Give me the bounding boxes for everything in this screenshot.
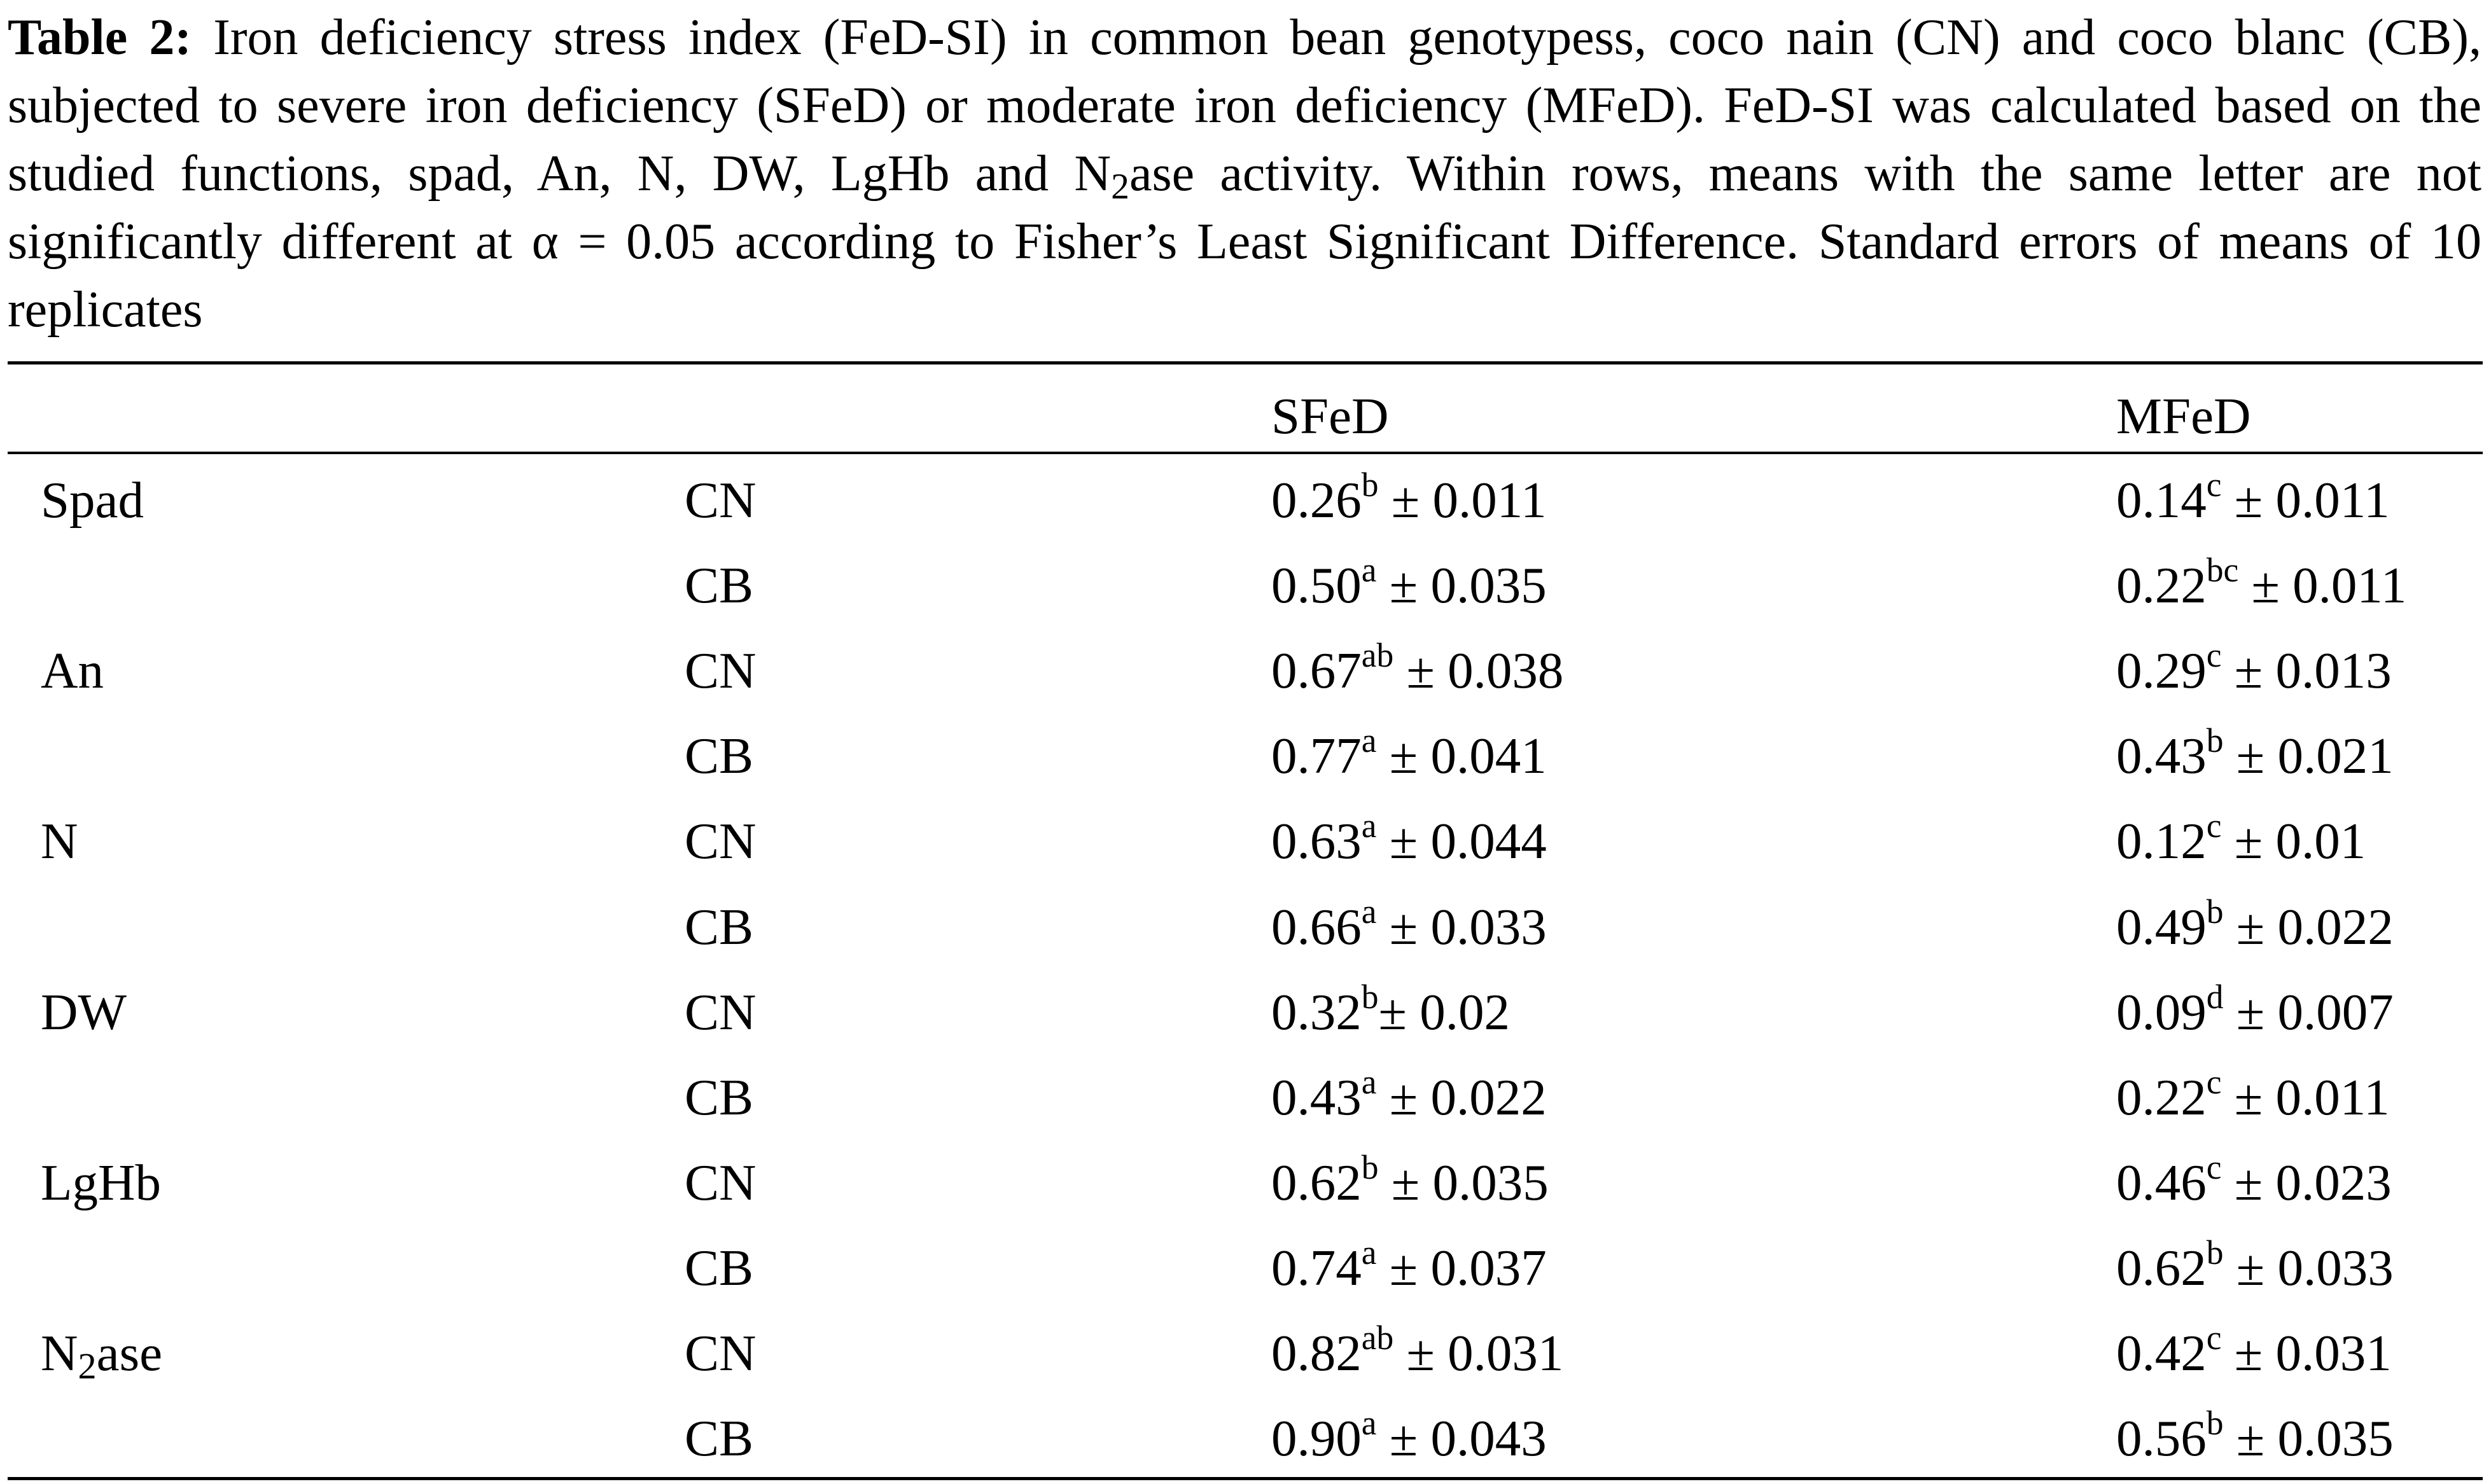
table-cell-sfed (1271, 1148, 1549, 1214)
table-cell-function (41, 980, 127, 1044)
mfed-significance-letter: c (2206, 1148, 2222, 1186)
table-cell-mfed (2116, 892, 2394, 959)
mfed-significance-letter: c (2206, 465, 2222, 504)
sfed-mean: 0.82 (1271, 1324, 1362, 1382)
function-name: Spad (41, 471, 144, 529)
table-bottom-rule (8, 1477, 2483, 1480)
table-header-rule (8, 452, 2483, 454)
sfed-mean: 0.63 (1271, 812, 1362, 870)
mfed-mean: 0.49 (2116, 898, 2207, 955)
sfed-standard-error: ± 0.011 (1378, 471, 1547, 529)
mfed-mean: 0.29 (2116, 642, 2207, 699)
sfed-significance-letter: a (1361, 721, 1377, 759)
table-cell-sfed (1271, 1233, 1547, 1300)
table-cell-mfed (2116, 465, 2390, 532)
table-cell-sfed (1271, 806, 1547, 873)
mfed-standard-error: ± 0.033 (2223, 1239, 2394, 1296)
mfed-significance-letter: b (2206, 892, 2224, 931)
table-cell-mfed (2116, 1233, 2394, 1300)
table-cell-mfed (2116, 977, 2394, 1044)
mfed-standard-error: ± 0.031 (2221, 1324, 2392, 1382)
table-cell-genotype: CN (685, 1154, 757, 1211)
sfed-standard-error: ± 0.044 (1376, 812, 1547, 870)
mfed-standard-error: ± 0.011 (2238, 557, 2407, 614)
sfed-significance-letter: b (1361, 1148, 1379, 1186)
table-cell-genotype: CN (685, 642, 757, 699)
mfed-mean: 0.42 (2116, 1324, 2207, 1382)
mfed-significance-letter: bc (2206, 550, 2239, 589)
function-name: LgHb (41, 1154, 161, 1211)
sfed-standard-error: ± 0.022 (1376, 1069, 1547, 1126)
sfed-standard-error: ± 0.041 (1376, 727, 1547, 784)
sfed-standard-error: ± 0.038 (1393, 642, 1564, 699)
sfed-mean: 0.67 (1271, 642, 1362, 699)
sfed-mean: 0.74 (1271, 1239, 1362, 1296)
sfed-standard-error: ± 0.031 (1393, 1324, 1564, 1382)
mfed-standard-error: ± 0.035 (2223, 1410, 2394, 1467)
mfed-significance-letter: c (2206, 1062, 2222, 1101)
mfed-significance-letter: b (2206, 721, 2224, 759)
column-header-sfed: SFeD (1271, 387, 1389, 445)
sfed-significance-letter: ab (1361, 635, 1394, 674)
sfed-significance-letter: a (1361, 1062, 1377, 1101)
caption-text-part1: Iron deficiency stress index (FeD-SI) in common bean genotypess, coco nain (CN) and coco blanc (CB), subjected to severe iron deficiency (SFeD) or moderate iron deficiency (MFeD). FeD-SI was calculated based on the studied functions, spad, An, N, DW, LgHb and N (8, 10, 2481, 202)
mfed-mean: 0.14 (2116, 471, 2207, 529)
sfed-mean: 0.43 (1271, 1069, 1362, 1126)
sfed-significance-letter: ab (1361, 1318, 1394, 1357)
mfed-standard-error: ± 0.011 (2221, 471, 2390, 529)
table-cell-mfed (2116, 550, 2407, 617)
mfed-standard-error: ± 0.013 (2221, 642, 2392, 699)
mfed-significance-letter: d (2206, 977, 2224, 1016)
table-cell-genotype: CB (685, 1239, 754, 1296)
caption-label: Table 2: (8, 10, 192, 66)
table-cell-genotype: CN (685, 812, 757, 870)
mfed-mean: 0.22 (2116, 1069, 2207, 1126)
table-cell-function (41, 1321, 162, 1385)
table-top-rule (8, 361, 2483, 364)
table-cell-mfed (2116, 1148, 2392, 1214)
mfed-standard-error: ± 0.011 (2221, 1069, 2390, 1126)
table-cell-sfed (1271, 1062, 1547, 1129)
sfed-mean: 0.90 (1271, 1410, 1362, 1467)
function-name: DW (41, 983, 127, 1041)
sfed-significance-letter: a (1361, 806, 1377, 845)
mfed-mean: 0.46 (2116, 1154, 2207, 1211)
mfed-significance-letter: b (2206, 1233, 2224, 1272)
sfed-mean: 0.62 (1271, 1154, 1362, 1211)
table-cell-genotype: CB (685, 557, 754, 614)
sfed-mean: 0.32 (1271, 983, 1362, 1041)
mfed-mean: 0.12 (2116, 812, 2207, 870)
function-subscript: 2 (78, 1345, 97, 1387)
sfed-mean: 0.26 (1271, 471, 1362, 529)
table-caption (8, 4, 2481, 344)
sfed-standard-error: ± 0.043 (1376, 1410, 1547, 1467)
sfed-standard-error: ± 0.033 (1376, 898, 1547, 955)
table-cell-sfed (1271, 550, 1547, 617)
mfed-significance-letter: b (2206, 1403, 2224, 1442)
sfed-standard-error: ± 0.035 (1376, 557, 1547, 614)
mfed-mean: 0.43 (2116, 727, 2207, 784)
mfed-significance-letter: c (2206, 635, 2222, 674)
table-cell-sfed (1271, 721, 1547, 787)
table-cell-mfed (2116, 1318, 2392, 1385)
table-cell-function (41, 639, 104, 702)
sfed-significance-letter: b (1361, 465, 1379, 504)
mfed-mean: 0.62 (2116, 1239, 2207, 1296)
table-cell-sfed (1271, 1403, 1547, 1470)
table-cell-mfed (2116, 1062, 2390, 1129)
mfed-standard-error: ± 0.007 (2223, 983, 2394, 1041)
sfed-significance-letter: b (1361, 977, 1379, 1016)
table-cell-genotype: CB (685, 898, 754, 955)
table-cell-function (41, 809, 78, 873)
table-cell-genotype: CB (685, 727, 754, 784)
sfed-significance-letter: a (1361, 1233, 1377, 1272)
table-cell-genotype: CN (685, 471, 757, 529)
table-cell-sfed (1271, 892, 1547, 959)
mfed-standard-error: ± 0.01 (2221, 812, 2366, 870)
mfed-standard-error: ± 0.023 (2221, 1154, 2392, 1211)
table-cell-mfed (2116, 1403, 2394, 1470)
sfed-mean: 0.66 (1271, 898, 1362, 955)
table-cell-sfed (1271, 977, 1510, 1044)
table-cell-mfed (2116, 635, 2392, 702)
mfed-significance-letter: c (2206, 1318, 2222, 1357)
function-name: An (41, 642, 104, 699)
table-cell-genotype: CB (685, 1069, 754, 1126)
table-cell-mfed (2116, 721, 2394, 787)
sfed-mean: 0.77 (1271, 727, 1362, 784)
function-name: N (41, 812, 78, 870)
sfed-mean: 0.50 (1271, 557, 1362, 614)
caption-subscript: 2 (1111, 166, 1129, 207)
mfed-significance-letter: c (2206, 806, 2222, 845)
sfed-significance-letter: a (1361, 550, 1377, 589)
table-cell-sfed (1271, 1318, 1564, 1385)
table-cell-genotype: CB (685, 1410, 754, 1467)
mfed-mean: 0.09 (2116, 983, 2207, 1041)
sfed-standard-error: ± 0.035 (1378, 1154, 1549, 1211)
mfed-mean: 0.22 (2116, 557, 2207, 614)
mfed-mean: 0.56 (2116, 1410, 2207, 1467)
sfed-significance-letter: a (1361, 1403, 1377, 1442)
sfed-standard-error: ± 0.02 (1378, 983, 1510, 1041)
function-name: N (41, 1324, 78, 1382)
table-cell-mfed (2116, 806, 2366, 873)
column-header-mfed: MFeD (2116, 387, 2251, 445)
sfed-significance-letter: a (1361, 892, 1377, 931)
caption-text-part2: ase activity. Within rows, means with the same letter are not significantly different at α = 0.05 according to Fisher’s Least Significant Difference. Standard errors of means of 10 replicates (8, 146, 2481, 338)
table-cell-genotype: CN (685, 1324, 757, 1382)
table-cell-function (41, 468, 144, 532)
table-cell-function (41, 1151, 161, 1214)
table-cell-sfed (1271, 635, 1564, 702)
function-suffix: ase (96, 1324, 163, 1382)
mfed-standard-error: ± 0.022 (2223, 898, 2394, 955)
mfed-standard-error: ± 0.021 (2223, 727, 2394, 784)
table-cell-genotype: CN (685, 983, 757, 1041)
sfed-standard-error: ± 0.037 (1376, 1239, 1547, 1296)
table-cell-sfed (1271, 465, 1547, 532)
